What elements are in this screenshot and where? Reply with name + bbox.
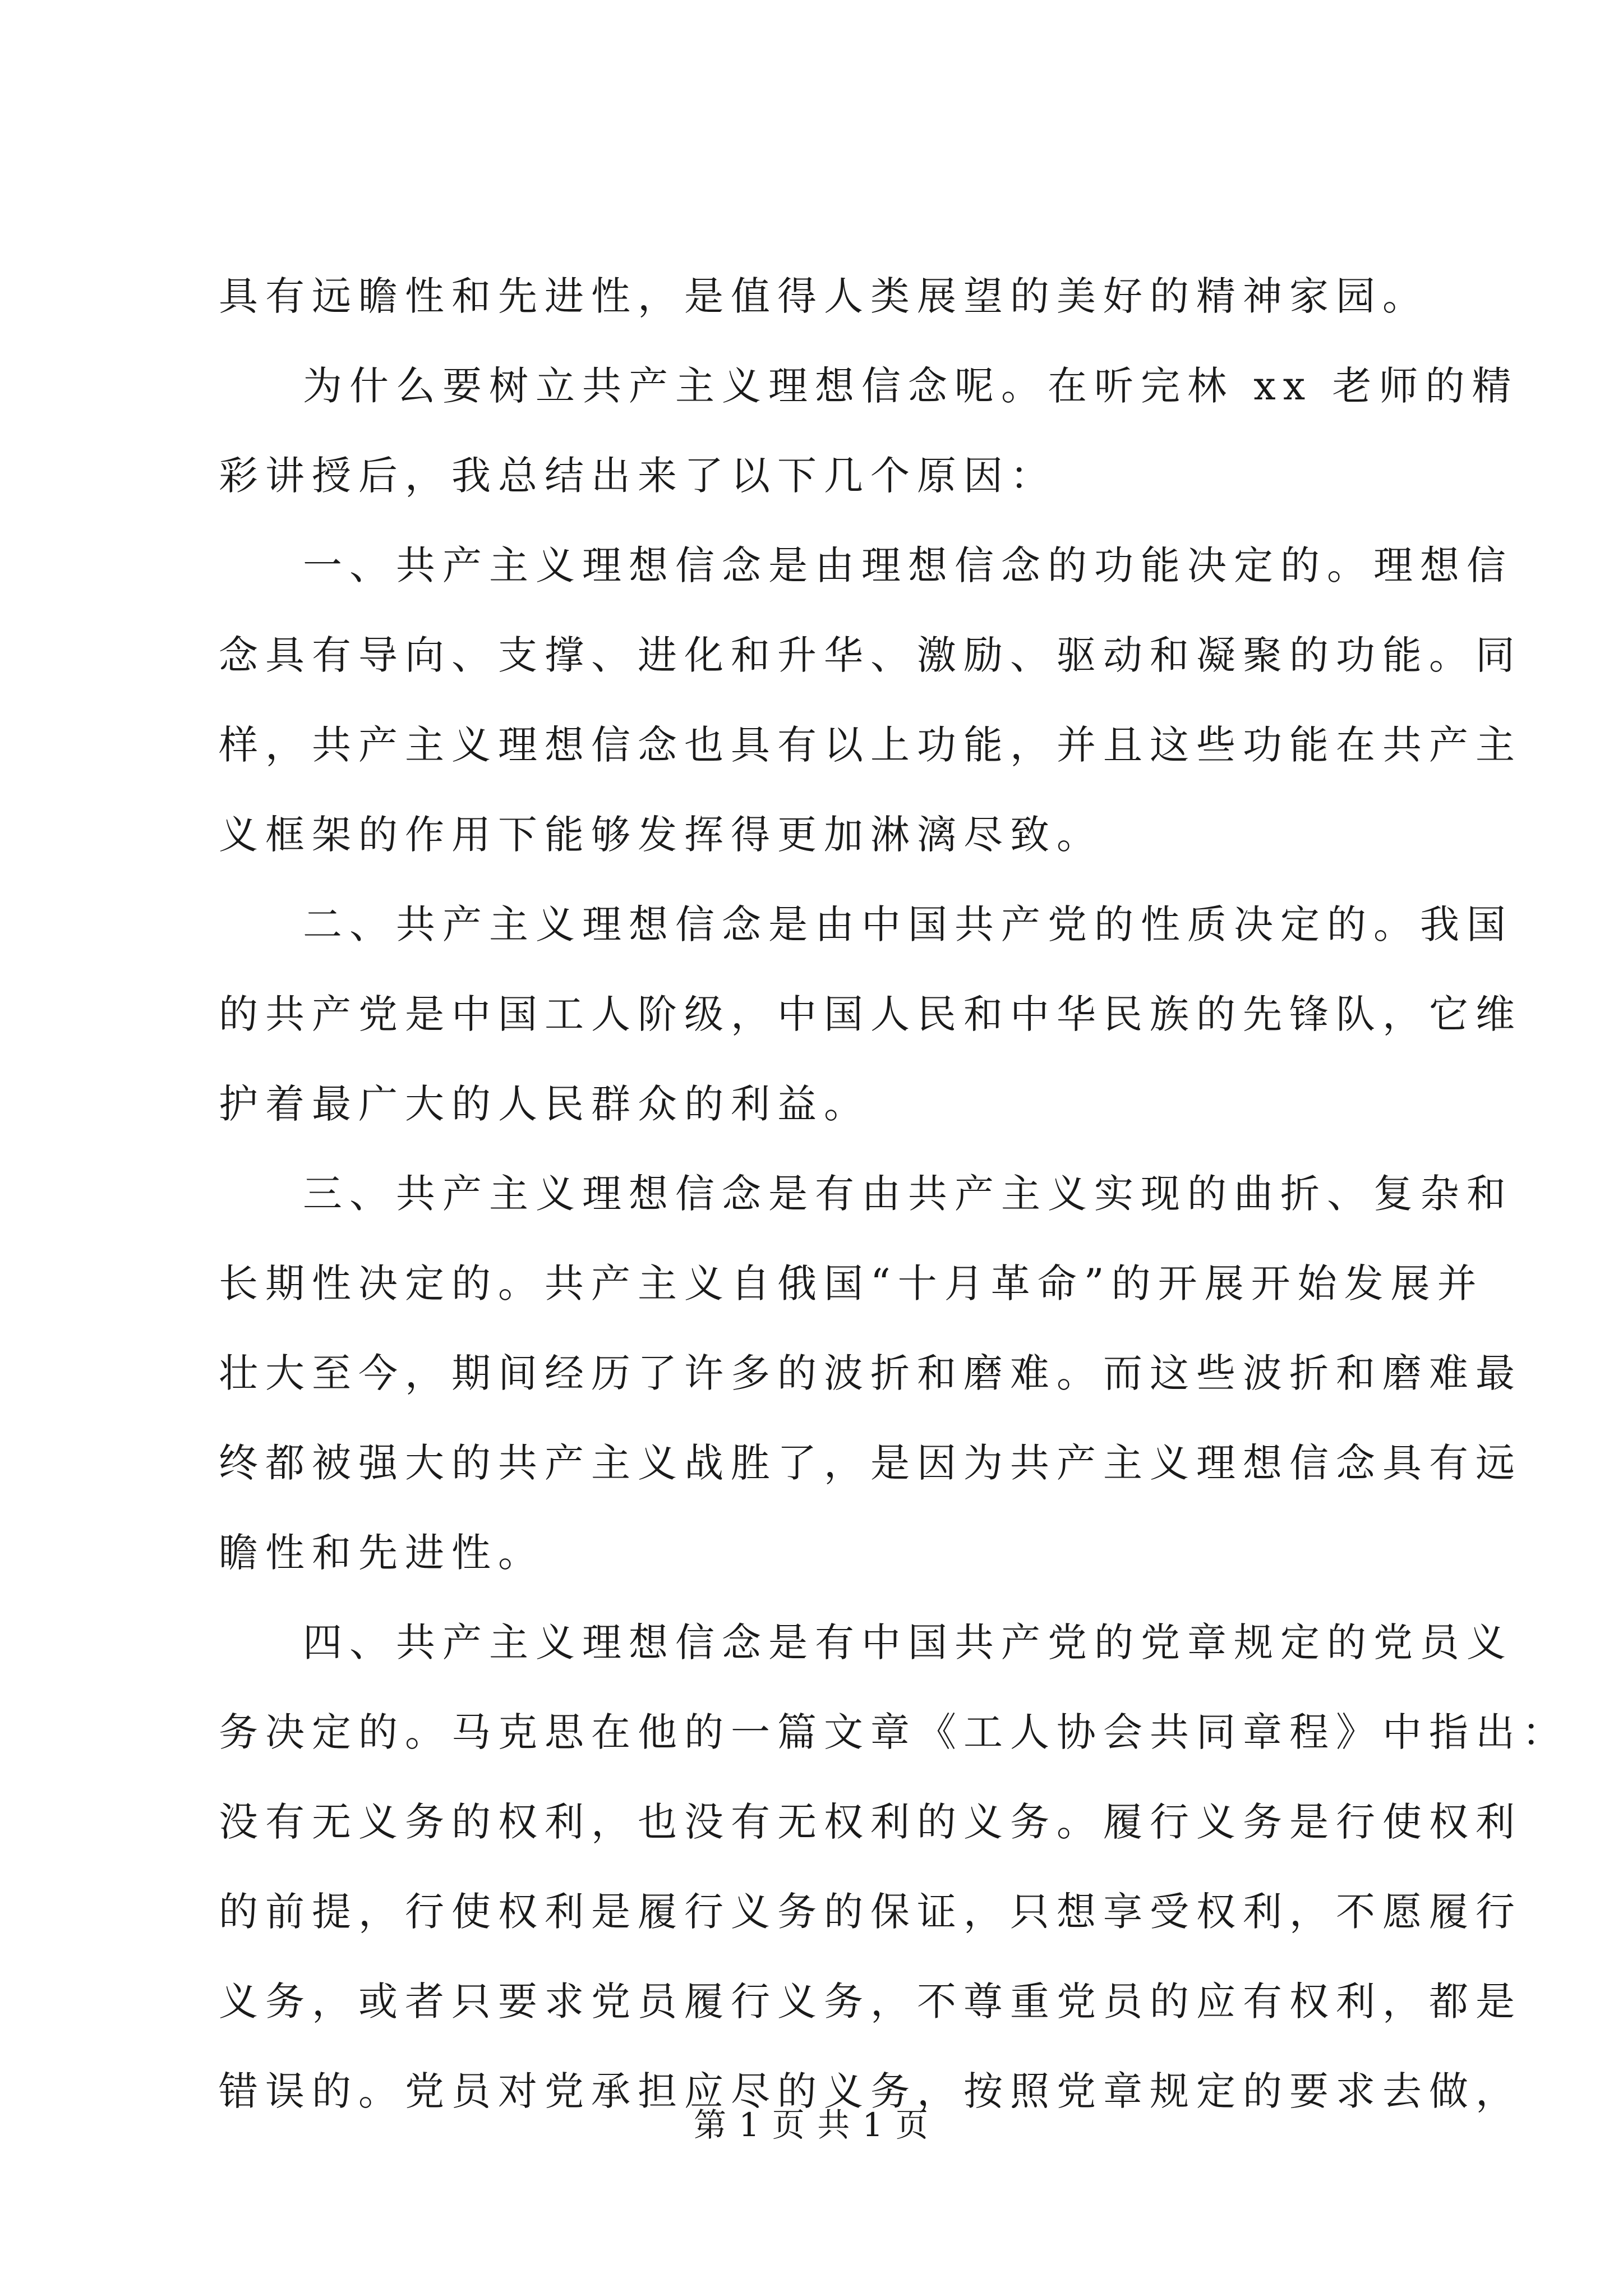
text-line: 瞻性和先进性。 [219,1530,545,1576]
text-line: 的前提，行使权利是履行义务的保证，只想享受权利，不愿履行 [219,1889,1522,1935]
text-line: 长期性决定的。共产主义自俄国“十月革命”的开展开始发展并 [219,1260,1484,1306]
text-line: 彩讲授后，我总结出来了以下几个原因： [219,453,1057,499]
text-line: 义务，或者只要求党员履行义务，不尊重党员的应有权利，都是 [219,1978,1522,2024]
text-line: 样，共产主义理想信念也具有以上功能，并且这些功能在共产主 [219,722,1522,768]
text-line: 错误的。党员对党承担应尽的义务，按照党章规定的要求去做， [219,2068,1522,2114]
page-footer: 第 1 页 共 1 页 [694,2106,929,2144]
text-line: 义框架的作用下能够发挥得更加淋漓尽致。 [219,812,1103,858]
text-line: 终都被强大的共产主义战胜了，是因为共产主义理想信念具有远 [219,1440,1522,1486]
paragraph-start-line: 一、共产主义理想信念是由理想信念的功能决定的。理想信 [303,542,1513,588]
text-line: 护着最广大的人民群众的利益。 [219,1081,870,1127]
text-line: 念具有导向、支撑、进化和升华、激励、驱动和凝聚的功能。同 [219,632,1522,678]
paragraph-start-line: 三、共产主义理想信念是有由共产主义实现的曲折、复杂和 [303,1171,1513,1217]
text-line: 具有远瞻性和先进性，是值得人类展望的美好的精神家园。 [219,273,1429,319]
text-line: 没有无义务的权利，也没有无权利的义务。履行义务是行使权利 [219,1799,1522,1845]
paragraph-start-line: 四、共产主义理想信念是有中国共产党的党章规定的党员义 [303,1619,1513,1665]
paragraph-start-line: 二、共产主义理想信念是由中国共产党的性质决定的。我国 [303,901,1513,947]
text-line: 务决定的。马克思在他的一篇文章《工人协会共同章程》中指出： [219,1709,1569,1755]
text-line: 壮大至今，期间经历了许多的波折和磨难。而这些波折和磨难最 [219,1350,1522,1396]
paragraph-start-line: 为什么要树立共产主义理想信念呢。在听完林 xx 老师的精 [303,363,1519,409]
text-line: 的共产党是中国工人阶级，中国人民和中华民族的先锋队，它维 [219,991,1522,1037]
